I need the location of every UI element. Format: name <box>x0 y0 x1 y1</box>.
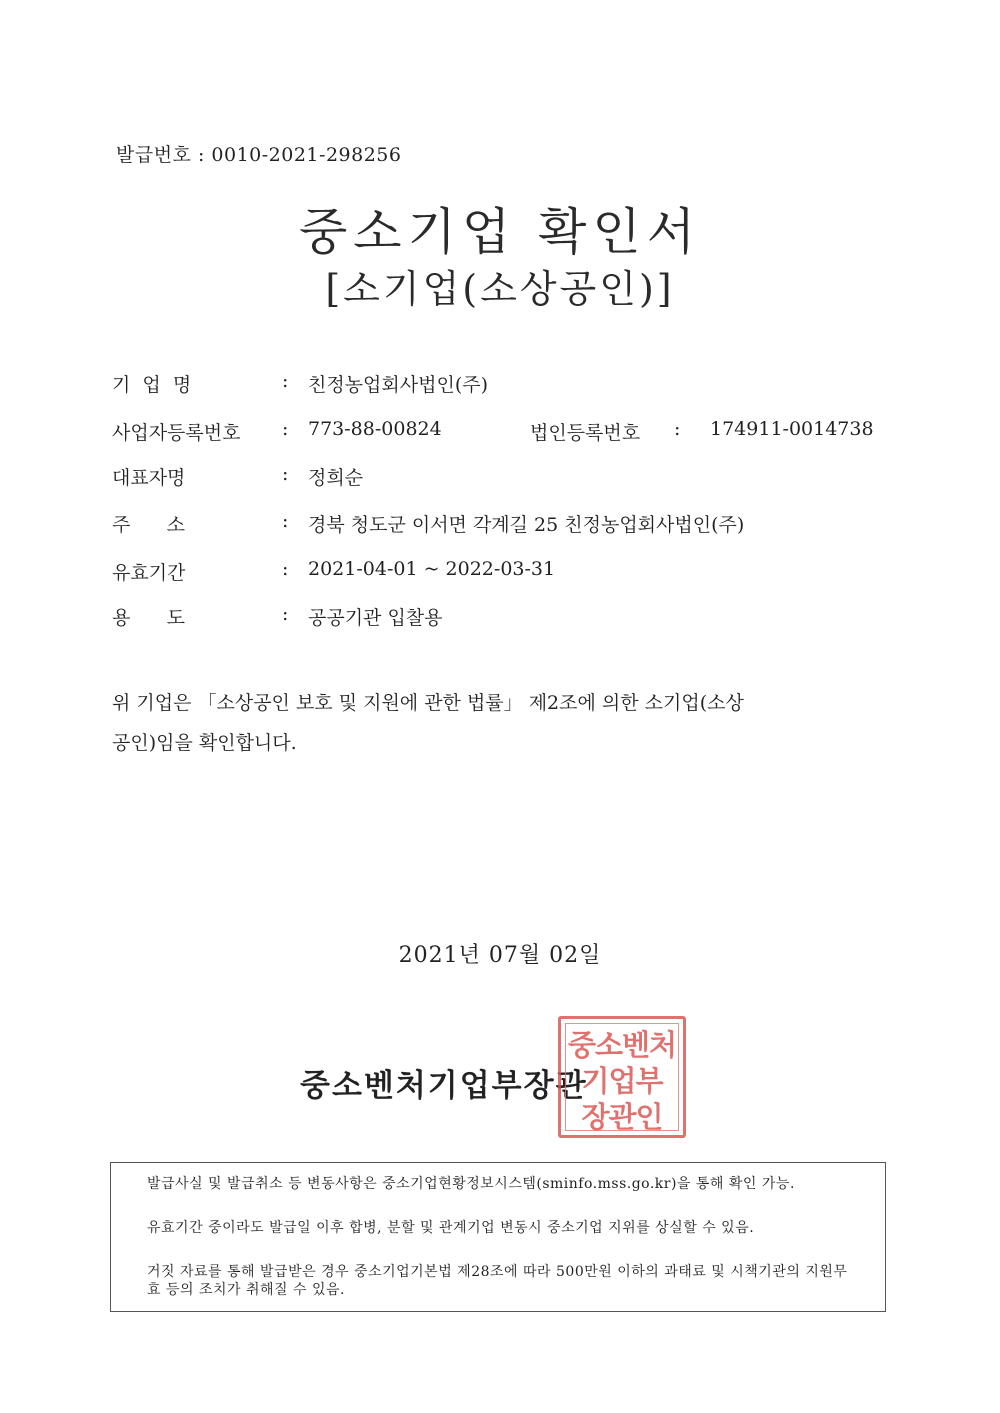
statement-line: 위 기업은 「소상공인 보호 및 지원에 관한 법률」 제2조에 의한 소기업(소상 <box>112 692 744 714</box>
official-seal-stamp <box>558 1016 686 1138</box>
field-colon: : <box>674 418 681 440</box>
field-value-corporate-registration: 174911-0014738 <box>710 418 874 440</box>
field-label: 용 도 <box>112 607 185 629</box>
issue-date: 2021년 07월 02일 <box>398 943 602 968</box>
notice-box <box>110 1162 886 1312</box>
document-title: 중소기업 확인서 <box>299 203 701 261</box>
field-label: 유효기간 <box>112 562 186 584</box>
seal-text-line: 기업부 <box>581 1064 663 1098</box>
statement-line: 공인)임을 확인합니다. <box>112 732 297 754</box>
field-value: 경북 청도군 이서면 각계길 25 친정농업회사법인(주) <box>308 514 745 536</box>
issuer-name: 중소벤처기업부장관 <box>300 1068 588 1104</box>
field-colon: : <box>282 418 289 440</box>
field-value: 친정농업회사법인(주) <box>308 374 489 396</box>
field-value: 공공기관 입찰용 <box>308 607 443 629</box>
field-value: 2021-04-01 ~ 2022-03-31 <box>308 558 556 580</box>
field-label: 기 업 명 <box>112 374 192 396</box>
issue-number: 발급번호 : 0010-2021-298256 <box>116 144 402 166</box>
document-subtitle: [소기업(소상공인)] <box>325 267 675 311</box>
field-label: 대표자명 <box>112 467 186 489</box>
notice-item: 발급사실 및 발급취소 등 변동사항은 중소기업현황정보시스템(sminfo.mss.go.kr)을 통해 확인 가능. <box>147 1176 795 1192</box>
field-colon: : <box>282 463 289 485</box>
seal-text-line: 장관인 <box>581 1100 663 1134</box>
notice-item: 유효기간 중이라도 발급일 이후 합병, 분할 및 관계기업 변동시 중소기업 지위를 상실할 수 있음. <box>147 1220 755 1236</box>
field-label-corporate-registration: 법인등록번호 <box>530 422 641 444</box>
field-value: 773-88-00824 <box>308 418 442 440</box>
field-label: 주 소 <box>112 514 185 536</box>
field-value: 정희순 <box>308 467 364 489</box>
field-label: 사업자등록번호 <box>112 422 241 444</box>
field-colon: : <box>282 370 289 392</box>
notice-item: 거짓 자료를 통해 발급받은 경우 중소기업기본법 제28조에 따라 500만원 이하의 과태료 및 시책기관의 지원무효 등의 조치가 취해질 수 있음. <box>147 1264 848 1298</box>
field-colon: : <box>282 510 289 532</box>
confirmation-statement <box>112 683 902 763</box>
seal-text-line: 중소벤처 <box>567 1028 677 1062</box>
field-colon: : <box>282 558 289 580</box>
field-colon: : <box>282 603 289 625</box>
